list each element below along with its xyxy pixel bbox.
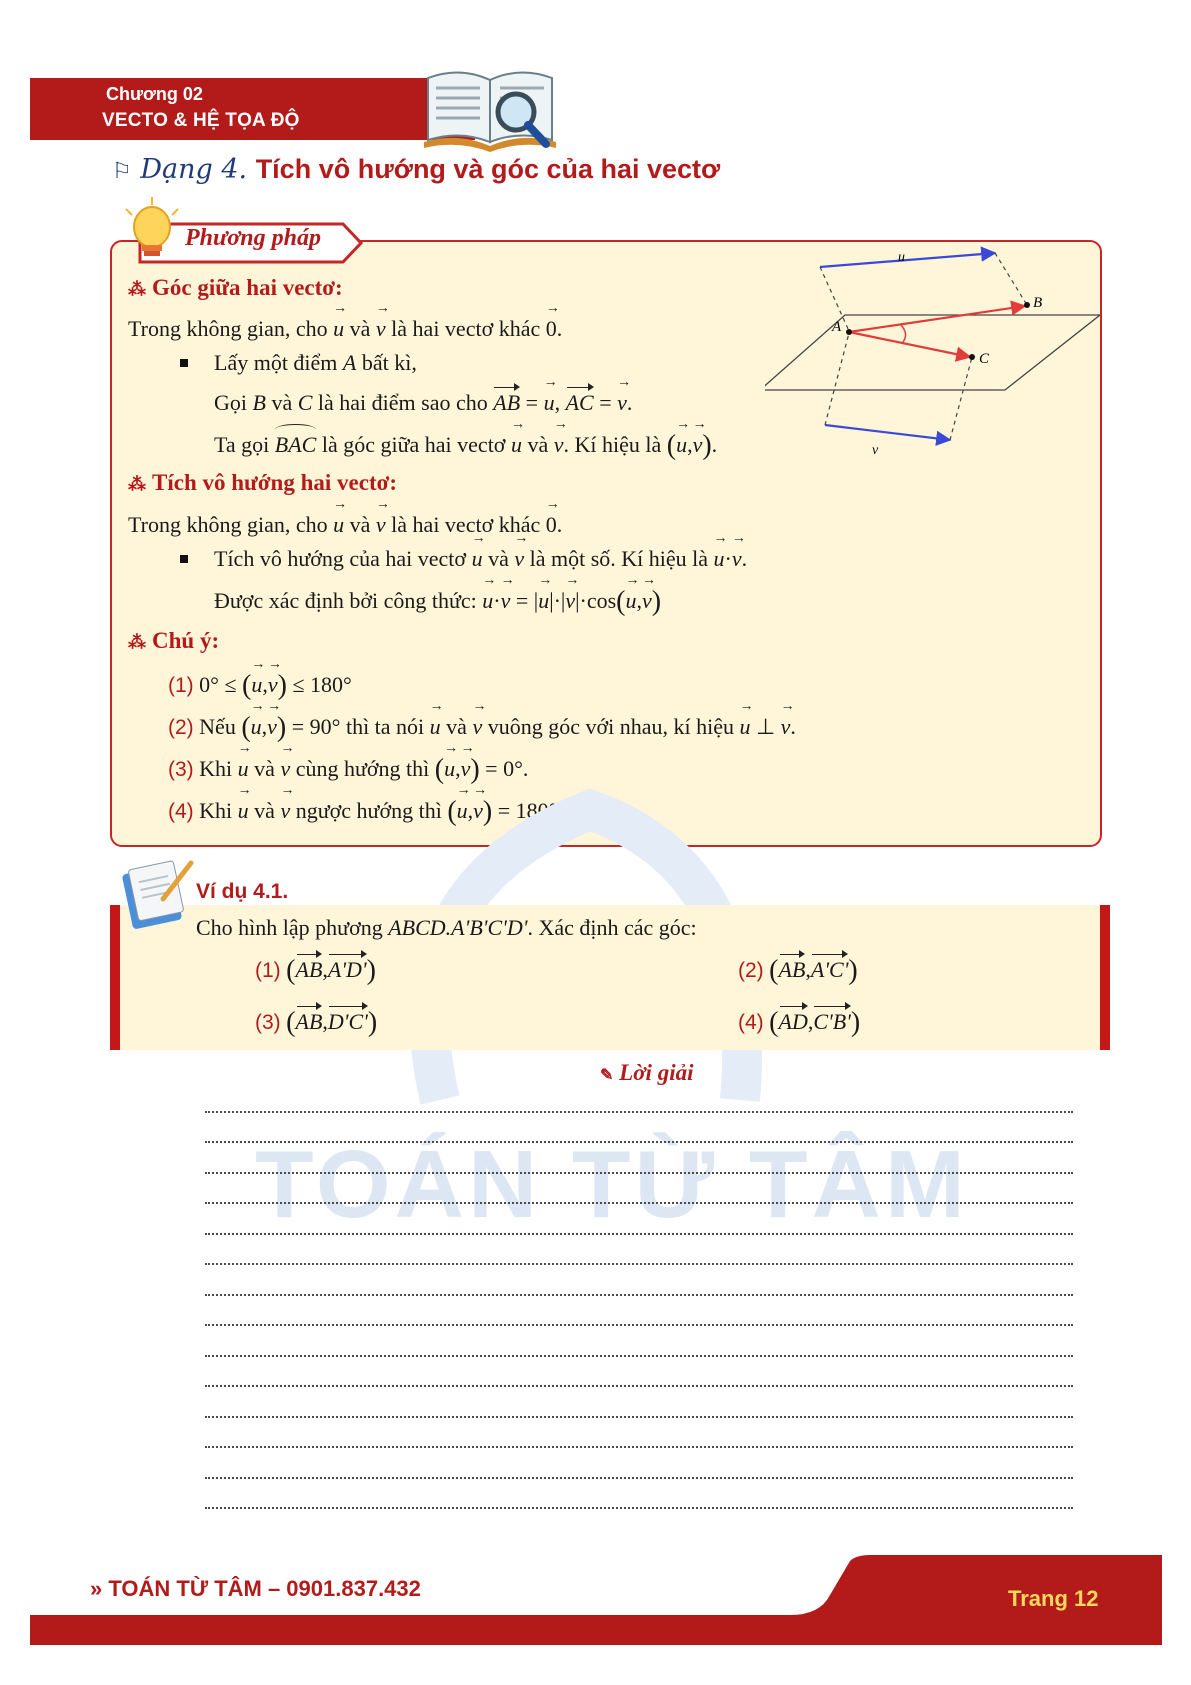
watermark-text: TOÁN TỪ TÂM [255, 1131, 969, 1238]
example-question: Cho hình lập phương ABCD.A'B'C'D'. Xác định các góc: [196, 915, 697, 940]
answer-line[interactable] [205, 1324, 1073, 1326]
answer-line[interactable] [205, 1172, 1073, 1174]
section1-line3: Gọi B và C là hai điểm sao cho AB = → u, AC = → v. [214, 390, 632, 416]
chapter-title: VECTO & HỆ TỌA ĐỘ [102, 110, 300, 131]
answer-line[interactable] [205, 1355, 1073, 1357]
note-item-2: (2) Nếu (→ u,→ v) = 90° thì ta nói → u và → v vuông góc với nhau, kí hiệu → u ⊥ → v. [168, 710, 796, 742]
angle-arc [901, 325, 906, 342]
answer-line[interactable] [205, 1263, 1073, 1265]
chapter-label: Chương 02 [106, 84, 203, 104]
section2-line1: Trong không gian, cho → u và → v là hai vectơ khác → 0. [128, 512, 562, 538]
vector-u-label: u [898, 250, 905, 265]
method-tab-label: Phương pháp [185, 225, 321, 251]
point-B-label: B [1033, 295, 1043, 311]
section-angle-heading: ⁂ Góc giữa hai vectơ: [128, 275, 343, 300]
pen-icon: ✎ [600, 1067, 614, 1084]
asterism-icon: ⁂ [128, 279, 146, 299]
note-item-4: (4) Khi → u và → v ngược hướng thì (→ u,→ v) = 180°. [168, 794, 563, 826]
example-item-2: (2) (AB,A'C') [738, 955, 858, 986]
asterism-icon: ⁂ [128, 632, 146, 652]
example-title: Ví dụ 4.1. [196, 880, 289, 903]
dang-label: Dạng 4. [140, 154, 248, 185]
footer-brand: » TOÁN TỪ TÂM – 0901.837.432 [90, 1576, 421, 1601]
answer-line[interactable] [205, 1385, 1073, 1387]
vector-v-arrow [825, 425, 950, 440]
vector-v-label: v [872, 443, 879, 458]
section-note-heading: ⁂ Chú ý: [128, 628, 220, 653]
section-dot-product-heading: ⁂ Tích vô hướng hai vectơ: [128, 470, 398, 495]
asterism-icon: ⁂ [128, 474, 146, 494]
section1-bullet1: Lấy một điểm A bất kì, [180, 350, 417, 376]
answer-line[interactable] [205, 1202, 1073, 1204]
example-item-3: (3) (AB,D'C') [255, 1007, 378, 1038]
answer-line[interactable] [205, 1507, 1073, 1509]
dang-title: Tích vô hướng và góc của hai vectơ [255, 154, 721, 184]
lightbulb-icon [118, 195, 186, 265]
section2-formula: Được xác định bởi công thức: → u·→ v = |→ u|·|→ v|·cos(→ u,→ v) [214, 584, 661, 616]
answer-line[interactable] [205, 1294, 1073, 1296]
vector-AC-arrow [849, 332, 970, 357]
flag-icon: ⚐ [112, 159, 132, 184]
answer-line[interactable] [205, 1233, 1073, 1235]
answer-line[interactable] [205, 1141, 1073, 1143]
example-bar-right [1100, 905, 1110, 1050]
solution-heading: ✎ Lời giải [600, 1060, 694, 1085]
answer-line[interactable] [205, 1477, 1073, 1479]
example-item-1: (1) (AB,A'D') [255, 955, 376, 986]
answer-line[interactable] [205, 1111, 1073, 1113]
point-C-label: C [979, 351, 990, 367]
example-item-4: (4) (AD,C'B') [738, 1007, 861, 1038]
note-item-1: (1) 0° ≤ (→ u,→ v) ≤ 180° [168, 668, 352, 700]
vector-AB-arrow [849, 306, 1025, 332]
section1-line4: Ta gọi BAC là góc giữa hai vectơ → u và → v. Kí hiệu là (→ u,→ v). [214, 428, 717, 460]
book-magnifier-icon [420, 58, 560, 154]
angle-diagram [765, 245, 1100, 460]
section2-bullet1: Tích vô hướng của hai vectơ → u và → v là một số. Kí hiệu là → u·→ v. [180, 546, 747, 572]
notebook-icon [117, 855, 197, 930]
answer-line[interactable] [205, 1446, 1073, 1448]
note-item-3: (3) Khi → u và → v cùng hướng thì (→ u,→ v) = 0°. [168, 752, 528, 784]
plane [765, 315, 1100, 390]
answer-line[interactable] [205, 1416, 1073, 1418]
section1-line1: Trong không gian, cho → u và → v là hai vectơ khác → 0. [128, 316, 562, 342]
dang-heading [112, 154, 720, 185]
vector-u-arrow [820, 253, 995, 267]
page-number: Trang 12 [1008, 1586, 1099, 1611]
point-A-label: A [832, 319, 842, 335]
